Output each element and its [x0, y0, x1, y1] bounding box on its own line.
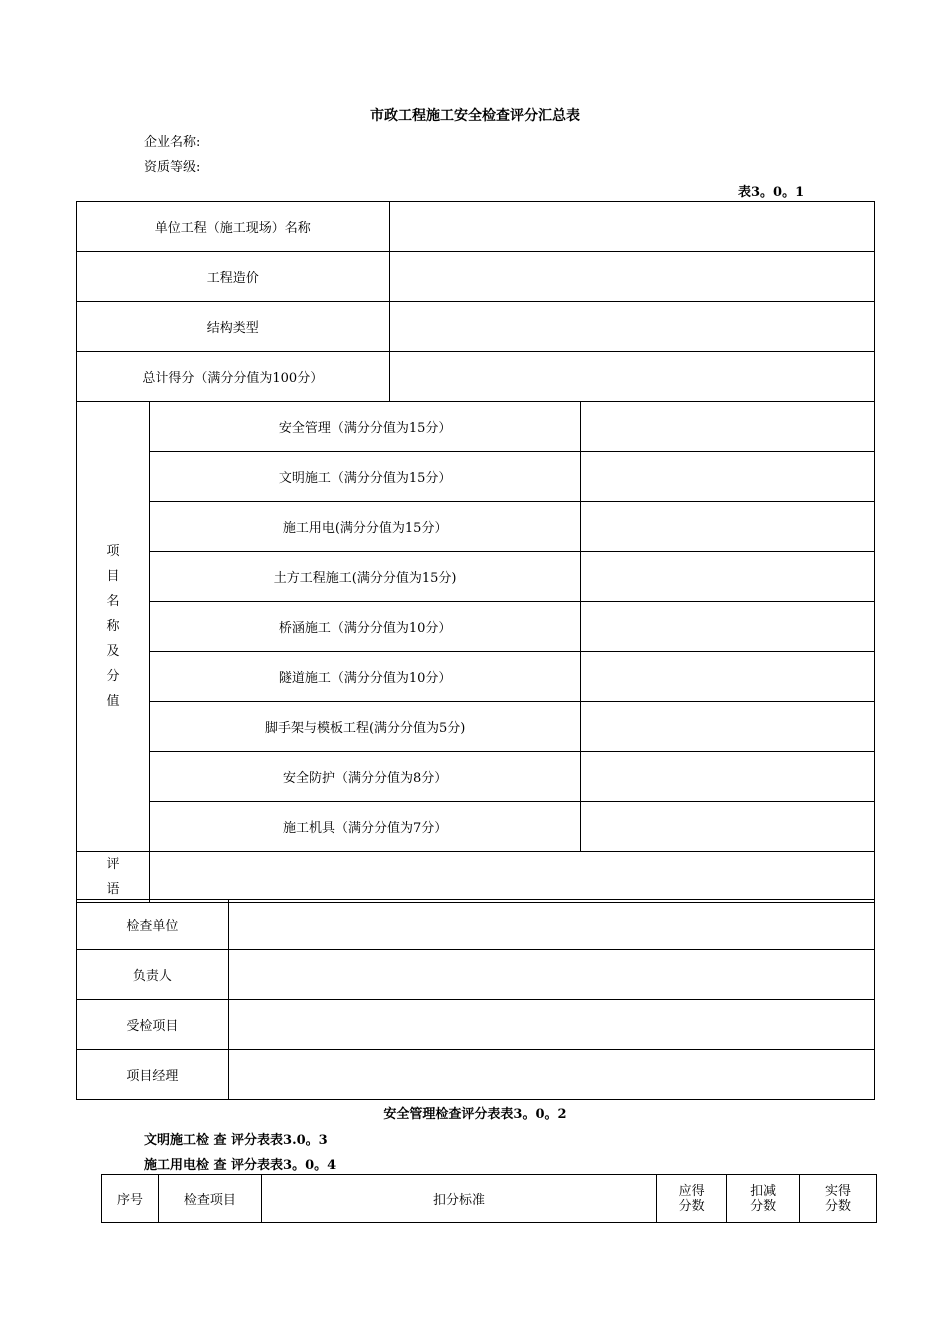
- inspection-unit-label: 检查单位: [77, 900, 229, 950]
- summary-table: [76, 201, 875, 903]
- item-score-value[interactable]: [581, 452, 875, 502]
- items-header-char: 及: [106, 644, 120, 659]
- item-bridge-culvert: 桥涵施工（满分分值为10分）: [149, 602, 580, 652]
- comment-value[interactable]: [149, 852, 874, 903]
- signature-table: [76, 899, 875, 1100]
- cost-label: 工程造价: [77, 252, 390, 302]
- item-score-value[interactable]: [581, 552, 875, 602]
- header-line: 分数: [678, 1198, 705, 1214]
- header-line: 分数: [750, 1198, 777, 1214]
- structure-label: 结构类型: [77, 302, 390, 352]
- inspected-project-value[interactable]: [228, 1000, 874, 1050]
- header-line: 扣减: [750, 1183, 777, 1199]
- item-machinery: 施工机具（满分分值为7分）: [149, 802, 580, 852]
- subtitle-table-302: 安全管理检查评分表表3。0。2: [383, 1107, 567, 1122]
- item-score-value[interactable]: [581, 402, 875, 452]
- total-score-label: 总计得分（满分分值为100分）: [77, 352, 390, 402]
- header-line: 实得: [825, 1183, 852, 1199]
- item-score-value[interactable]: [581, 702, 875, 752]
- item-score-value[interactable]: [581, 652, 875, 702]
- header-check-item: 检查项目: [158, 1175, 261, 1223]
- responsible-person-value[interactable]: [228, 950, 874, 1000]
- item-scaffold-formwork: 脚手架与模板工程(满分分值为5分): [149, 702, 580, 752]
- item-earthwork: 土方工程施工(满分分值为15分): [149, 552, 580, 602]
- item-score-value[interactable]: [581, 752, 875, 802]
- unit-name-value[interactable]: [389, 202, 874, 252]
- comment-label-char: 语: [106, 882, 120, 897]
- inspected-project-label: 受检项目: [77, 1000, 229, 1050]
- project-manager-label: 项目经理: [77, 1050, 229, 1100]
- comment-label: [77, 852, 150, 903]
- item-safety-protection: 安全防护（满分分值为8分）: [149, 752, 580, 802]
- items-header-char: 值: [106, 694, 120, 709]
- item-tunnel: 隧道施工（满分分值为10分）: [149, 652, 580, 702]
- header-line: 应得: [678, 1183, 705, 1199]
- project-manager-value[interactable]: [228, 1050, 874, 1100]
- structure-value[interactable]: [389, 302, 874, 352]
- total-score-value[interactable]: [389, 352, 874, 402]
- item-score-value[interactable]: [581, 602, 875, 652]
- header-actual-score: [800, 1175, 877, 1223]
- items-header-char: 名: [106, 594, 120, 609]
- responsible-person-label: 负责人: [77, 950, 229, 1000]
- header-serial: 序号: [102, 1175, 159, 1223]
- item-civilized-construction: 文明施工（满分分值为15分）: [149, 452, 580, 502]
- company-name-label: 企业名称:: [144, 135, 201, 150]
- document-title: 市政工程施工安全检查评分汇总表: [370, 108, 580, 124]
- item-electricity: 施工用电(满分分值为15分）: [149, 502, 580, 552]
- header-deduct-score: [727, 1175, 800, 1223]
- items-header-char: 称: [106, 619, 120, 634]
- subtitle-table-303: 文明施工检 查 评分表表3.0。3: [144, 1133, 328, 1148]
- electricity-check-table: [101, 1174, 877, 1223]
- items-header-char: 目: [106, 569, 120, 584]
- qualification-label: 资质等级:: [144, 160, 201, 175]
- item-score-value[interactable]: [581, 802, 875, 852]
- inspection-unit-value[interactable]: [228, 900, 874, 950]
- cost-value[interactable]: [389, 252, 874, 302]
- header-deduction-standard: 扣分标准: [261, 1175, 656, 1223]
- subtitle-table-304: 施工用电检 查 评分表表3。0。4: [144, 1158, 337, 1173]
- item-safety-management: 安全管理（满分分值为15分）: [149, 402, 580, 452]
- unit-name-label: 单位工程（施工现场）名称: [77, 202, 390, 252]
- items-header: [77, 402, 150, 852]
- item-score-value[interactable]: [581, 502, 875, 552]
- items-header-char: 项: [106, 544, 120, 559]
- table-number: 表3。0。1: [738, 185, 805, 200]
- header-line: 分数: [825, 1198, 852, 1214]
- items-header-char: 分: [106, 669, 120, 684]
- comment-label-char: 评: [106, 857, 120, 872]
- header-should-score: [657, 1175, 727, 1223]
